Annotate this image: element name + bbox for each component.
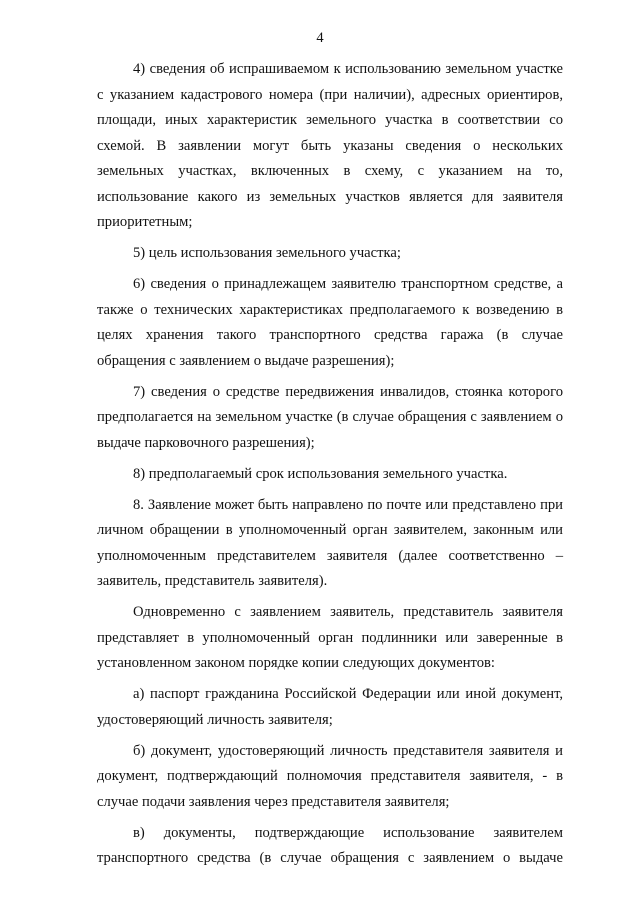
paragraph-item-4: 4) сведения об испрашиваемом к использованию земельном участке с указанием кадастрового номера (при наличии), адресных ориентиров, площади, иных характеристик земельного участка в соответствии со схемой. В заявлении могут быть указаны сведения о нескольких земельных участках, включенных в схему, с указанием на то, использование какого из земельных участков является для заявителя приоритетным;: [97, 61, 563, 230]
paragraph-item-8: 8) предполагаемый срок использования земельного участка.: [133, 465, 508, 482]
paragraph-documents-intro: Одновременно с заявлением заявитель, представитель заявителя представляет в уполномоченный орган подлинники или заверенные в установленном законом порядке копии следующих документов:: [97, 604, 563, 671]
paragraph-item-b: б) документ, удостоверяющий личность представителя заявителя и документ, подтверждающий полномочия представителя заявителя, - в случае подачи заявления через представителя заявителя;: [97, 742, 563, 810]
paragraph-item-7: 7) сведения о средстве передвижения инвалидов, стоянка которого предполагается на земельном участке (в случае обращения с заявлением о выдаче парковочного разрешения);: [97, 383, 563, 451]
paragraph-clause-8: 8. Заявление может быть направлено по почте или представлено при личном обращении в уполномоченный орган заявителем, законным или уполномоченным представителем заявителя (далее соответственно – заявитель, представитель заявителя).: [97, 496, 563, 589]
page-number: 4: [316, 30, 324, 46]
paragraph-item-6: 6) сведения о принадлежащем заявителю транспортном средстве, а также о технических характеристиках предполагаемого к возведению в целях хранения такого транспортного средства гаража (в случае обращения с заявлением о выдаче разрешения);: [97, 276, 563, 369]
paragraph-item-5: 5) цель использования земельного участка;: [133, 245, 401, 261]
document-body: [97, 57, 563, 877]
paragraph-item-a: а) паспорт гражданина Российской Федерации или иной документ, удостоверяющий личность заявителя;: [97, 686, 563, 728]
paragraph-item-v: в) документы, подтверждающие использование заявителем транспортного средства (в случае обращения с заявлением о выдаче: [97, 824, 563, 866]
